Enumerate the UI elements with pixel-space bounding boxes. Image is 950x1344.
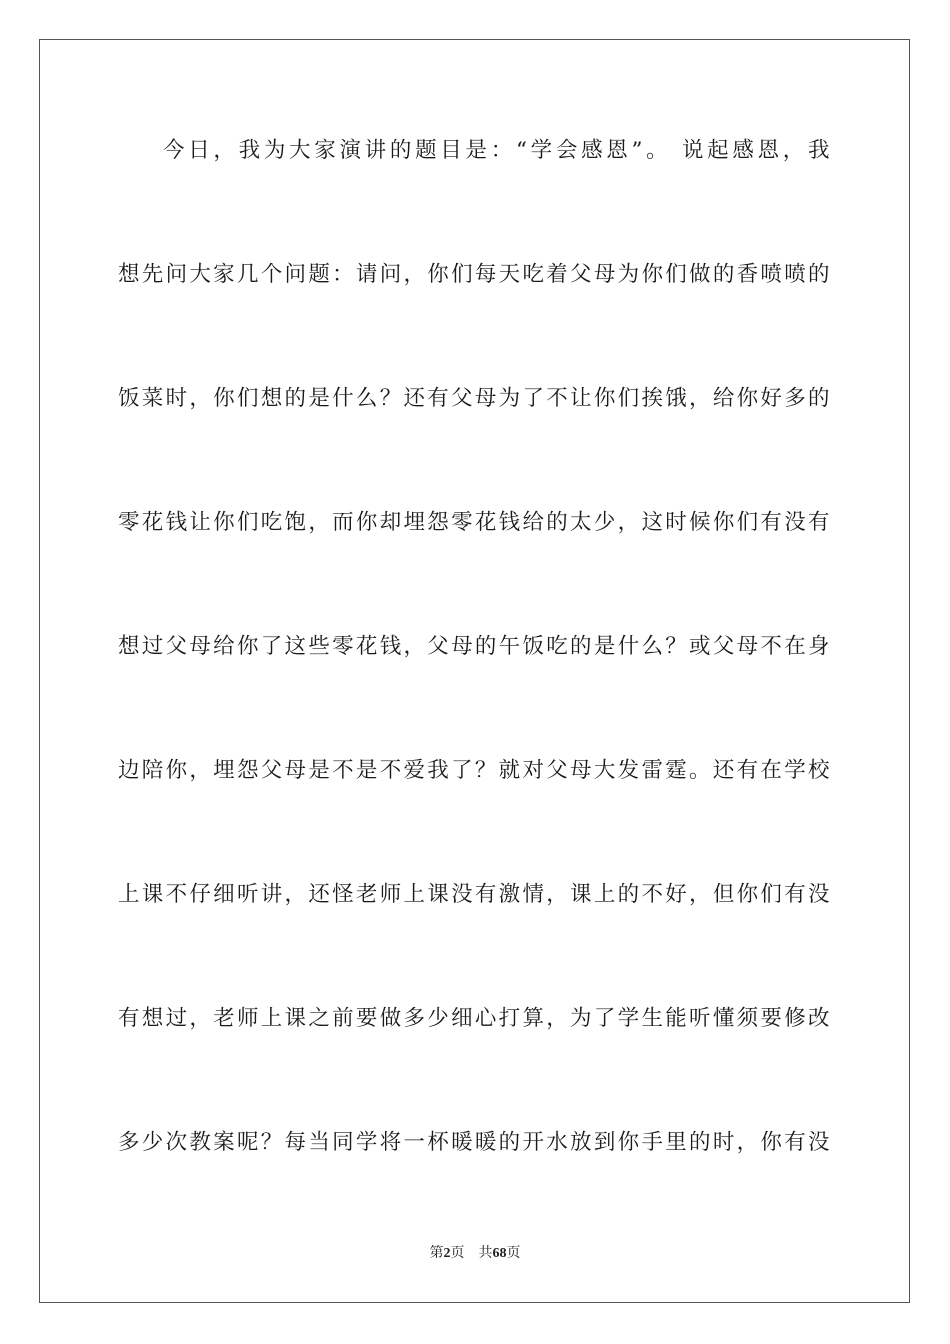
page-number: 2 <box>443 1246 451 1261</box>
paragraph-line-4: 零花钱让你们吃饱，而你却埋怨零花钱给的太少，这时候你们有没有 <box>118 510 830 535</box>
paragraph-line-3: 饭菜时，你们想的是什么？还有父母为了不让你们挨饿，给你好多的 <box>118 386 830 411</box>
paragraph-line-8: 有想过，老师上课之前要做多少细心打算，为了学生能听懂须要修改 <box>118 1006 830 1031</box>
paragraph-line-6: 边陪你，埋怨父母是不是不爱我了？就对父母大发雷霆。还有在学校 <box>118 758 830 783</box>
total-pages: 68 <box>492 1246 507 1261</box>
paragraph-line-5: 想过父母给你了这些零花钱，父母的午饭吃的是什么？或父母不在身 <box>118 634 830 659</box>
total-suffix: 页 <box>506 1245 521 1261</box>
page-prefix: 第 <box>429 1245 444 1261</box>
page-footer <box>0 1244 950 1263</box>
paragraph-line-7: 上课不仔细听讲，还怪老师上课没有激情，课上的不好，但你们有没 <box>118 882 830 907</box>
paragraph-line-1: 今日，我为大家演讲的题目是：“学会感恩”。 说起感恩，我 <box>163 138 830 163</box>
paragraph-line-2: 想先问大家几个问题：请问，你们每天吃着父母为你们做的香喷喷的 <box>118 262 830 287</box>
page-border <box>39 39 910 1303</box>
page-suffix: 页 <box>450 1245 465 1261</box>
total-prefix: 共 <box>478 1245 493 1261</box>
paragraph-line-9: 多少次教案呢？每当同学将一杯暖暖的开水放到你手里的时，你有没 <box>118 1130 830 1155</box>
